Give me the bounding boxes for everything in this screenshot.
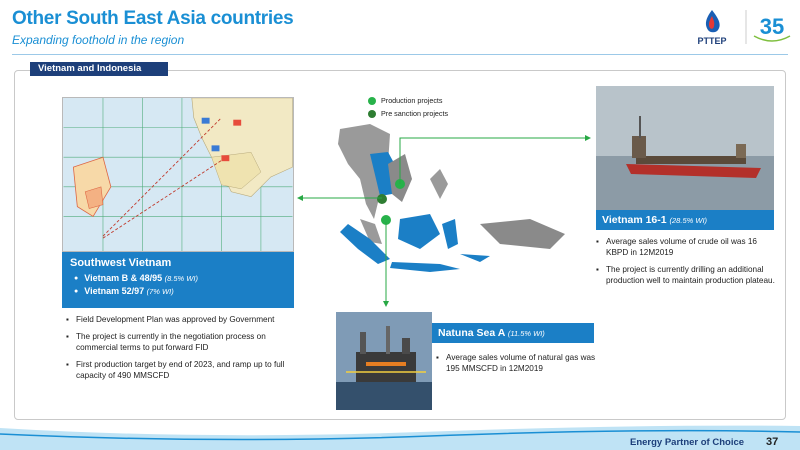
legend-item: Pre sanction projects — [368, 109, 448, 118]
southwest-title: Southwest Vietnam — [70, 257, 172, 269]
vietnam-16-1-title: Vietnam 16-1 — [602, 214, 667, 226]
southwest-vietnam-box — [62, 252, 294, 308]
southwest-vietnam-map — [62, 97, 294, 252]
bullet-item: ▪ The project is currently drilling an additional production well to maintain production plateau. — [596, 264, 776, 286]
footer-tagline: Energy Partner of Choice — [630, 437, 745, 448]
pttep-logo — [690, 6, 798, 48]
legend-item: Production projects — [368, 96, 448, 105]
page-number: 37 — [766, 436, 779, 448]
map-legend — [368, 96, 448, 122]
bullet-item: ▪ Average sales volume of crude oil was 16 KBPD in 12M2019 — [596, 236, 776, 258]
fpso-vessel-photo — [596, 86, 774, 210]
legend-dot-icon — [368, 110, 376, 118]
southwest-project: ● Vietnam B & 48/95 (8.5% WI) — [70, 272, 286, 285]
southeast-asia-map — [330, 124, 580, 274]
page-subtitle: Expanding foothold in the region — [12, 33, 185, 47]
bullet-item: ▪ Average sales volume of natural gas was 195 MMSCFD in 12M2019 — [436, 352, 596, 374]
legend-dot-icon — [368, 97, 376, 105]
logo-text: PTTEP — [697, 36, 727, 46]
anniversary-text: 35 — [759, 14, 785, 39]
bullet-item: ▪ First production target by end of 2023, and ramp up to full capacity of 490 MMSCFD — [66, 359, 292, 381]
section-tab: Vietnam and Indonesia — [30, 62, 168, 76]
vietnam-16-1-wi: (28.5% WI) — [669, 216, 708, 225]
southwest-bullets — [66, 314, 292, 387]
offshore-platform-photo — [336, 312, 432, 410]
page-title: Other South East Asia countries — [12, 8, 294, 29]
vietnam-16-1-box — [596, 210, 774, 230]
natuna-wi: (11.5% WI) — [507, 329, 545, 338]
header-divider — [12, 54, 788, 55]
bullet-item: ▪ Field Development Plan was approved by Government — [66, 314, 292, 325]
southwest-project: ● Vietnam 52/97 (7% WI) — [70, 285, 286, 298]
vietnam-16-1-bullets — [596, 236, 776, 292]
natuna-title: Natuna Sea A — [438, 327, 505, 339]
natuna-bullets — [436, 352, 596, 380]
bullet-item: ▪ The project is currently in the negotiation process on commercial terms to put forward FID — [66, 331, 292, 353]
natuna-sea-a-box — [432, 323, 594, 343]
